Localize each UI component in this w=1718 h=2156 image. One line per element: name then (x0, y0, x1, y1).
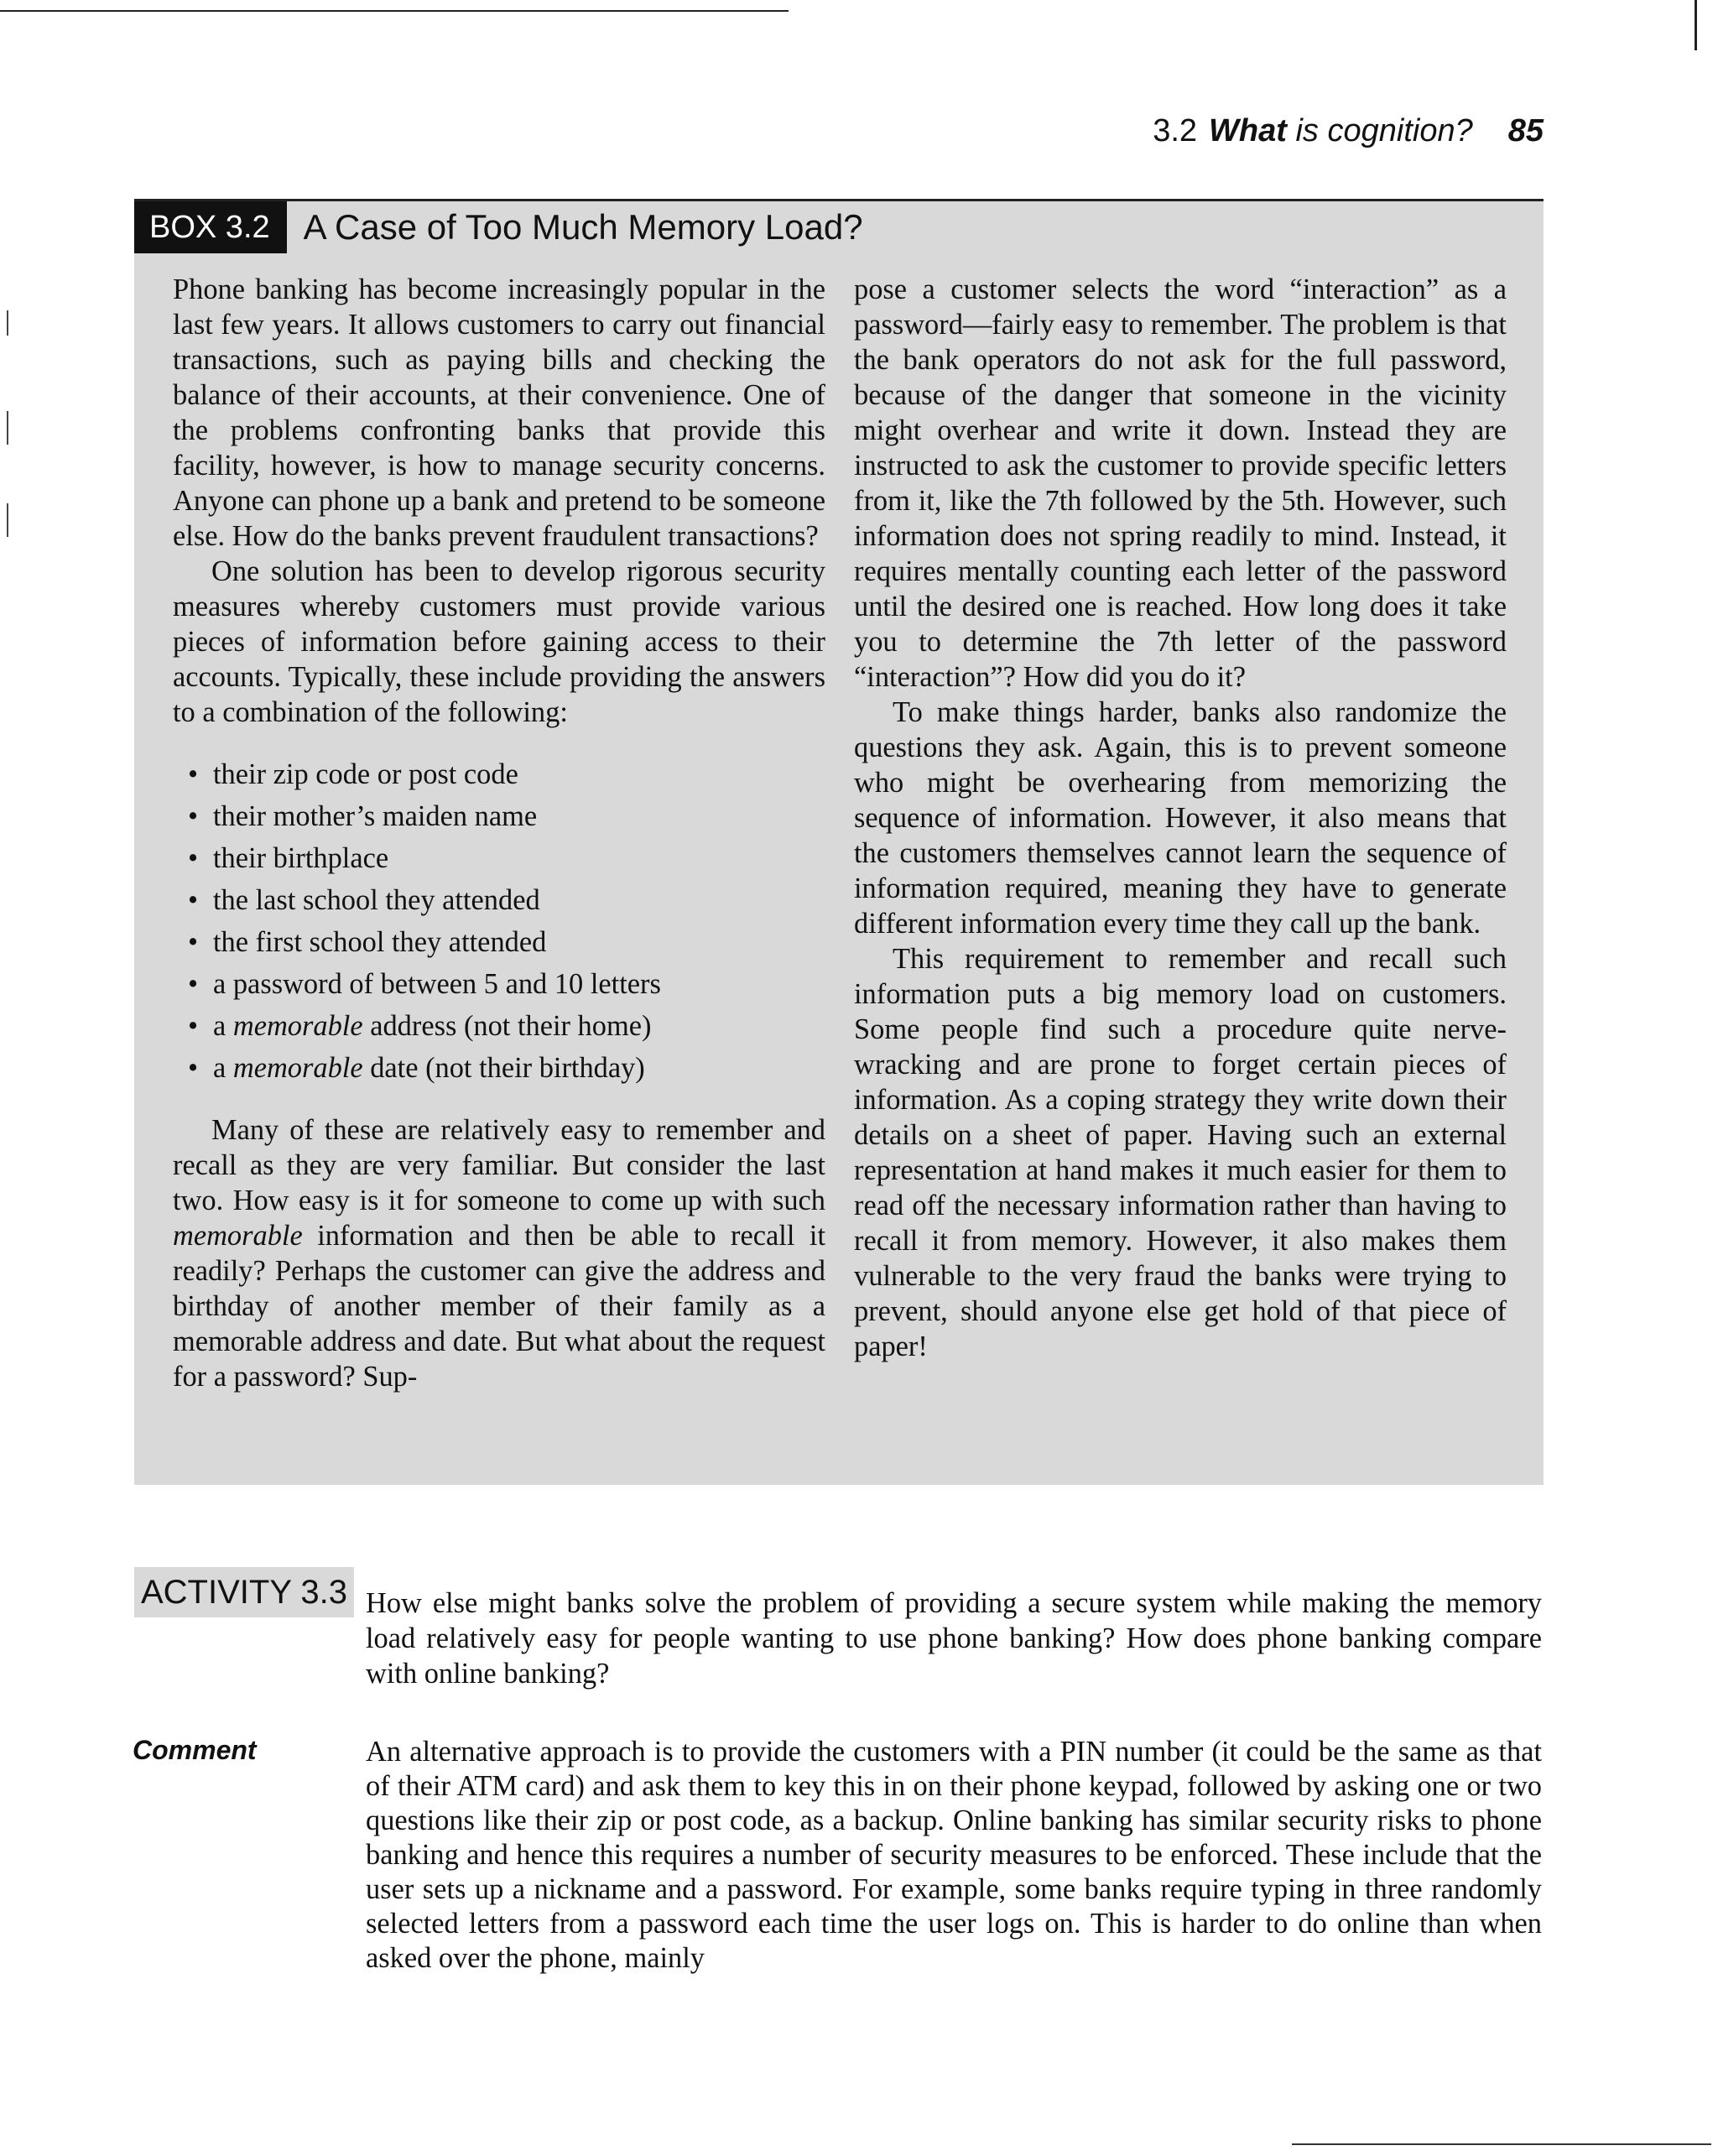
comment-label: Comment (133, 1735, 257, 1765)
list-item: • their zip code or post code (213, 753, 825, 795)
scan-margin-mark (7, 503, 8, 537)
comment-text: An alternative approach is to provide the customers with a PIN number (it could be the same as that of their ATM card) and ask them to key this in on their phone keypad, followed by asking one or two questions like their zip or post code, as a backup. Online banking has similar security risks to phone banking and hence this requires a number of security measures to be enforced. These include that the user sets up a nickname and a password. For example, some banks require typing in three randomly selected letters from a password each time the user logs on. This is harder to do online than when asked over the phone, mainly (366, 1736, 1542, 1974)
activity-text: How else might banks solve the problem of providing a secure system while making the memory load relatively easy for people wanting to use phone banking? How does phone banking compare with online banking? (366, 1587, 1542, 1690)
box-left-column (173, 272, 825, 1394)
scan-margin-mark (7, 310, 8, 336)
paragraph: Phone banking has become increasingly popular in the last few years. It allows customers to carry out financial transactions, such as paying bills and checking the balance of their accounts, at their convenience. One of the problems confronting banks that provide this facility, however, is how to manage security concerns. Anyone can phone up a bank and pretend to be someone else. How do the banks prevent fraudulent transactions? (173, 273, 825, 552)
running-head (1149, 113, 1544, 149)
list-item: • a memorable address (not their home) (213, 1005, 825, 1047)
paragraph: pose a customer selects the word “interaction” as a password—fairly easy to remember. The problem is that the bank operators do not ask for the full password, because of the danger that someone in the vicinity might overhear and write it down. Instead they are instructed to ask the customer to provide specific letters from it, like the 7th followed by the 5th. However, such information does not spring readily to mind. Instead, it requires mentally counting each letter of the password until the desired one is reached. How long does it take you to determine the 7th letter of the password “interaction”? How did you do it? (854, 273, 1507, 693)
sidebar-box (134, 201, 1544, 1485)
paragraph: Many of these are relatively easy to remember and recall as they are very familiar. But consider the last two. How easy is it for someone to come up with such memorable information and then be able to recall it readily? Perhaps the customer can give the address and birthday of another member of their family as a memorable address and date. But what about the request for a password? Sup- (173, 1114, 825, 1393)
scan-margin-mark (7, 411, 8, 445)
list-item: • their birthplace (213, 837, 825, 879)
box-right-column (854, 272, 1507, 1364)
scan-top-rule (0, 10, 789, 12)
section-title: What is cognition? (1209, 113, 1473, 148)
page-number: 85 (1507, 113, 1544, 148)
paragraph: One solution has been to develop rigorous security measures whereby customers must provide various pieces of information before gaining access to their accounts. Typically, these include providing the answers to a combination of the following: (173, 555, 825, 728)
section-number: 3.2 (1153, 113, 1198, 148)
scan-edge-mark (1695, 0, 1697, 50)
paragraph: This requirement to remember and recall such information puts a big memory load on customers. Some people find such a procedure quite nerve-wracking and are prone to forget certain pieces of information. As a coping strategy they write down their details on a sheet of paper. Having such an external representation at hand makes it much easier for them to read off the necessary information rather than having to recall it from memory. However, it also makes them vulnerable to the very fraud the banks were trying to prevent, should anyone else get hold of that piece of paper! (854, 943, 1507, 1362)
box-title: A Case of Too Much Memory Load? (303, 207, 863, 247)
list-item: • the first school they attended (213, 921, 825, 963)
list-item: • their mother’s maiden name (213, 795, 825, 837)
list-item: • a memorable date (not their birthday) (213, 1047, 825, 1089)
bullet-list (173, 753, 825, 1089)
list-item: • the last school they attended (213, 879, 825, 921)
box-label: BOX 3.2 (134, 201, 287, 253)
list-item: • a password of between 5 and 10 letters (213, 963, 825, 1005)
scan-bottom-rule (1292, 2143, 1711, 2145)
activity-label: ACTIVITY 3.3 (134, 1567, 354, 1617)
box-header (134, 201, 863, 253)
paragraph: To make things harder, banks also randomize the questions they ask. Again, this is to prevent someone who might be overhearing from memorizing the sequence of information. However, it also means that the customers themselves cannot learn the sequence of information required, meaning they have to generate different information every time they call up the bank. (854, 696, 1507, 940)
